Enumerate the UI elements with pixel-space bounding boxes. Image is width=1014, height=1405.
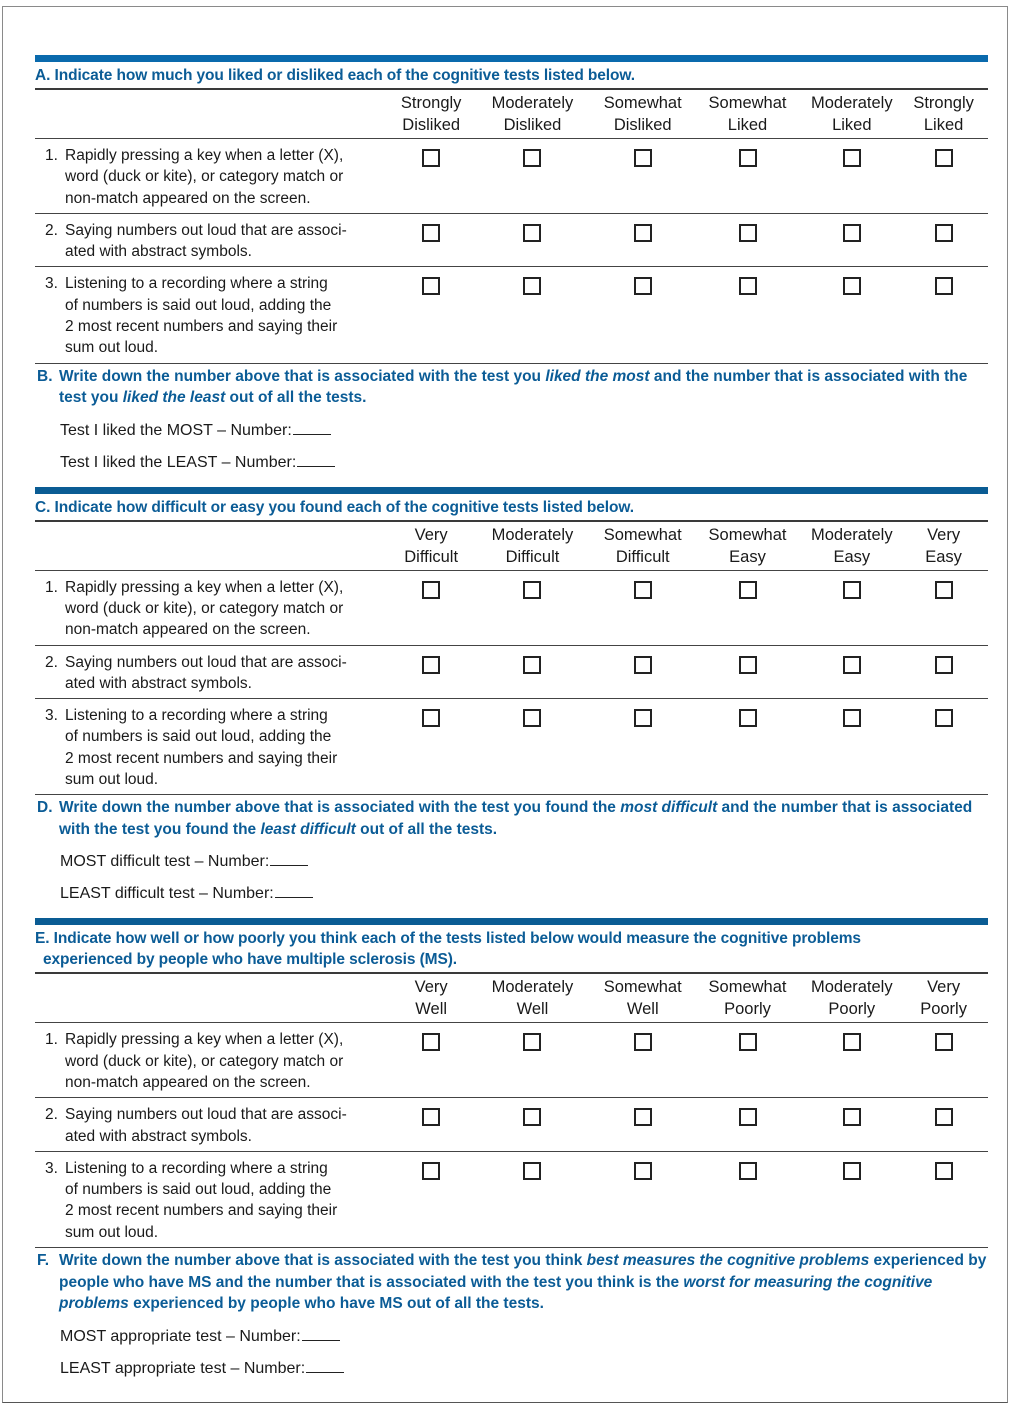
- question-body: [65, 1029, 392, 1093]
- question-number: 3.: [45, 1159, 58, 1177]
- checkbox-cell: [691, 699, 805, 727]
- column-header: [691, 524, 805, 568]
- checkbox-moderately-easy[interactable]: [843, 581, 861, 599]
- checkbox-cell: [804, 267, 899, 295]
- question-line: of numbers is said out loud, adding the: [65, 728, 332, 746]
- checkbox-cell: [899, 571, 988, 599]
- checkbox-cell: [804, 1152, 899, 1180]
- checkbox-cell: [392, 699, 470, 727]
- column-header: [804, 524, 899, 568]
- question-line: of numbers is said out loud, adding the: [65, 1181, 332, 1199]
- question-body: [65, 1104, 392, 1147]
- section-title-line: experienced by people who have multiple sclerosis (MS).: [43, 951, 457, 969]
- checkbox-somewhat-well[interactable]: [634, 1108, 652, 1126]
- checkbox-somewhat-well[interactable]: [634, 1162, 652, 1180]
- column-header-line2: Easy: [833, 547, 871, 566]
- column-header-line1: Somewhat: [603, 525, 682, 544]
- checkbox-somewhat-easy[interactable]: [739, 656, 757, 674]
- instruction-fragment: experienced by people who have MS out of all the tests.: [128, 1295, 544, 1313]
- checkbox-moderately-difficult[interactable]: [523, 581, 541, 599]
- answer-number-blank[interactable]: [306, 1357, 344, 1373]
- instruction-text: [59, 797, 988, 840]
- checkbox-cell: [691, 646, 805, 674]
- questionnaire-content: [35, 55, 988, 1379]
- checkbox-cell: [392, 571, 470, 599]
- answer-number-blank[interactable]: [293, 419, 331, 435]
- section-letter: F.: [37, 1252, 50, 1270]
- column-header-line1: Moderately: [810, 978, 893, 997]
- checkbox-somewhat-poorly[interactable]: [739, 1108, 757, 1126]
- checkbox-very-difficult[interactable]: [422, 709, 440, 727]
- checkbox-cell: [804, 1023, 899, 1051]
- column-header-line1: Very: [927, 978, 961, 997]
- column-header: [691, 92, 805, 136]
- checkbox-moderately-liked[interactable]: [843, 149, 861, 167]
- answer-number-blank[interactable]: [270, 850, 308, 866]
- checkbox-cell: [392, 646, 470, 674]
- checkbox-cell: [804, 699, 899, 727]
- section-F-write-in: [35, 1248, 988, 1379]
- checkbox-moderately-disliked[interactable]: [523, 224, 541, 242]
- column-header-line1: Somewhat: [708, 94, 787, 112]
- checkbox-somewhat-liked[interactable]: [739, 277, 757, 295]
- rating-scale-header: [35, 522, 988, 570]
- checkbox-moderately-poorly[interactable]: [843, 1033, 861, 1051]
- checkbox-somewhat-disliked[interactable]: [634, 277, 652, 295]
- section-title-line: A. Indicate how much you liked or disliked each of the cognitive tests listed below.: [35, 67, 635, 84]
- checkbox-cell: [691, 139, 805, 167]
- emphasis-text: best measures the cognitive problems: [586, 1252, 870, 1270]
- instruction-fragment: Write down the number above that is associated with the test you think: [59, 1252, 587, 1270]
- column-header: [392, 92, 470, 136]
- section-D-write-in: [35, 795, 988, 904]
- checkbox-very-difficult[interactable]: [422, 656, 440, 674]
- column-header: [804, 92, 899, 136]
- questionnaire-page: [2, 6, 1008, 1403]
- instruction-fragment: experienced by people who have MS and the number that is associated with the test you think is the: [59, 1252, 987, 1291]
- checkbox-somewhat-disliked[interactable]: [634, 149, 652, 167]
- checkbox-very-well[interactable]: [422, 1033, 440, 1051]
- rating-scale-header: [35, 974, 988, 1022]
- question-number: 2.: [45, 1106, 58, 1124]
- question-text: [35, 214, 392, 267]
- section-A-title: [35, 62, 988, 88]
- question-body: [65, 1158, 392, 1243]
- section-letter: D.: [37, 799, 53, 817]
- answer-label: Test I liked the LEAST – Number:: [60, 453, 297, 471]
- section-divider-bar: [35, 55, 988, 62]
- column-header-line1: Strongly: [400, 94, 462, 112]
- answer-number-blank[interactable]: [275, 882, 313, 898]
- column-header-line1: Somewhat: [603, 94, 682, 112]
- column-header-line2: Difficult: [615, 547, 670, 566]
- checkbox-cell: [691, 571, 805, 599]
- checkbox-cell: [595, 699, 691, 727]
- checkbox-somewhat-difficult[interactable]: [634, 709, 652, 727]
- question-row: [35, 214, 988, 267]
- answer-label: MOST difficult test – Number:: [60, 853, 270, 871]
- checkbox-somewhat-liked[interactable]: [739, 149, 757, 167]
- checkbox-moderately-liked[interactable]: [843, 277, 861, 295]
- column-header: [470, 976, 595, 1020]
- question-line: Saying numbers out loud that are associ-: [65, 221, 347, 239]
- question-text: [35, 646, 392, 699]
- section-B-write-in: [35, 364, 988, 473]
- checkbox-cell: [470, 267, 595, 295]
- question-line: sum out loud.: [65, 1223, 159, 1241]
- checkbox-cell: [691, 1023, 805, 1051]
- checkbox-cell: [595, 139, 691, 167]
- checkbox-somewhat-difficult[interactable]: [634, 581, 652, 599]
- question-line: Listening to a recording where a string: [65, 707, 328, 725]
- checkbox-cell: [392, 1098, 470, 1126]
- checkbox-cell: [691, 1152, 805, 1180]
- checkbox-somewhat-difficult[interactable]: [634, 656, 652, 674]
- checkbox-moderately-disliked[interactable]: [523, 149, 541, 167]
- question-row: [35, 571, 988, 645]
- column-header-line1: Very: [927, 525, 961, 544]
- instruction-fragment: and the number that is associated with the test you: [59, 367, 968, 407]
- instruction-fragment: and the number that is associated with the test you found the: [59, 799, 973, 838]
- checkbox-cell: [804, 1098, 899, 1126]
- column-header-line1: Moderately: [810, 525, 893, 544]
- question-line: non-match appeared on the screen.: [65, 189, 311, 207]
- answer-line: [35, 419, 988, 441]
- instruction-fragment: Write down the number above that is associated with the test you: [59, 367, 546, 385]
- checkbox-cell: [804, 139, 899, 167]
- question-text: [35, 1098, 392, 1151]
- section-F-instruction: [35, 1250, 988, 1315]
- question-number: 2.: [45, 653, 58, 671]
- checkbox-moderately-well[interactable]: [523, 1033, 541, 1051]
- answer-line: [35, 451, 988, 473]
- question-body: [65, 220, 392, 263]
- column-header: [691, 976, 805, 1020]
- checkbox-cell: [899, 646, 988, 674]
- column-header-line1: Strongly: [913, 94, 974, 112]
- question-row: [35, 139, 988, 213]
- question-text: [35, 1152, 392, 1247]
- question-row: [35, 1023, 988, 1097]
- question-row: [35, 699, 988, 794]
- section-letter: B.: [37, 367, 53, 385]
- question-number: 1.: [45, 578, 58, 596]
- checkbox-cell: [691, 1098, 805, 1126]
- question-line: Rapidly pressing a key when a letter (X),: [65, 1031, 344, 1049]
- question-line: Rapidly pressing a key when a letter (X),: [65, 578, 344, 596]
- section-E-title: [35, 925, 988, 972]
- column-header: [899, 92, 988, 136]
- column-header: [595, 524, 691, 568]
- checkbox-somewhat-easy[interactable]: [739, 709, 757, 727]
- question-line: non-match appeared on the screen.: [65, 621, 311, 639]
- checkbox-strongly-disliked[interactable]: [422, 149, 440, 167]
- column-header-line1: Very: [414, 525, 448, 544]
- checkbox-very-easy[interactable]: [935, 581, 953, 599]
- column-header-line2: Well: [626, 1000, 659, 1019]
- answer-label: MOST appropriate test – Number:: [60, 1327, 301, 1345]
- question-row: [35, 1152, 988, 1247]
- answer-label: LEAST appropriate test – Number:: [60, 1359, 306, 1377]
- instruction-text: [59, 1250, 988, 1315]
- instruction-fragment: Write down the number above that is associated with the test you found the: [59, 799, 621, 817]
- column-header-line2: Well: [516, 1000, 549, 1019]
- question-line: 2 most recent numbers and saying their: [65, 1202, 338, 1220]
- question-line: ated with abstract symbols.: [65, 243, 252, 261]
- checkbox-very-well[interactable]: [422, 1162, 440, 1180]
- checkbox-somewhat-liked[interactable]: [739, 224, 757, 242]
- section-divider-bar: [35, 487, 988, 494]
- question-body: [65, 652, 392, 695]
- column-header-line2: Difficult: [505, 547, 560, 566]
- checkbox-moderately-liked[interactable]: [843, 224, 861, 242]
- column-header-line2: Difficult: [404, 547, 459, 566]
- instruction-fragment: out of all the tests.: [225, 389, 367, 407]
- checkbox-cell: [470, 646, 595, 674]
- checkbox-moderately-well[interactable]: [523, 1108, 541, 1126]
- checkbox-moderately-easy[interactable]: [843, 709, 861, 727]
- column-header-line2: Liked: [923, 116, 964, 134]
- column-header-line2: Liked: [832, 116, 872, 134]
- question-number: 2.: [45, 221, 58, 239]
- section-C-title: [35, 494, 988, 520]
- answer-label: LEAST difficult test – Number:: [60, 885, 274, 903]
- checkbox-cell: [470, 699, 595, 727]
- question-line: Saying numbers out loud that are associ-: [65, 653, 347, 671]
- column-header-line1: Moderately: [491, 94, 574, 112]
- question-line: sum out loud.: [65, 771, 159, 789]
- checkbox-cell: [392, 1152, 470, 1180]
- checkbox-somewhat-easy[interactable]: [739, 581, 757, 599]
- checkbox-cell: [899, 1098, 988, 1126]
- column-header-line2: Easy: [925, 547, 962, 566]
- checkbox-cell: [899, 267, 988, 295]
- checkbox-cell: [804, 646, 899, 674]
- section-D-instruction: [35, 797, 988, 840]
- question-body: [65, 273, 392, 358]
- question-body: [65, 705, 392, 790]
- column-header-line1: Somewhat: [708, 978, 787, 997]
- section-title-line: E. Indicate how well or how poorly you think each of the tests listed below would measure the cognitive problems: [35, 930, 861, 948]
- checkbox-cell: [804, 571, 899, 599]
- instruction-fragment: out of all the tests.: [355, 820, 498, 838]
- checkbox-cell: [899, 1152, 988, 1180]
- column-header-line2: Liked: [727, 116, 768, 134]
- question-line: Listening to a recording where a string: [65, 1159, 328, 1177]
- checkbox-cell: [595, 1098, 691, 1126]
- emphasis-text: worst for measuring the cognitive problems: [59, 1273, 933, 1313]
- column-header-line2: Well: [415, 1000, 448, 1019]
- checkbox-somewhat-well[interactable]: [634, 1033, 652, 1051]
- checkbox-strongly-liked[interactable]: [935, 149, 953, 167]
- answer-label: Test I liked the MOST – Number:: [60, 421, 292, 439]
- checkbox-somewhat-poorly[interactable]: [739, 1162, 757, 1180]
- checkbox-cell: [899, 699, 988, 727]
- checkbox-very-well[interactable]: [422, 1108, 440, 1126]
- emphasis-text: liked the least: [122, 389, 226, 407]
- column-header: [392, 976, 470, 1020]
- column-header-line2: Poorly: [828, 1000, 876, 1019]
- column-header: [804, 976, 899, 1020]
- checkbox-strongly-disliked[interactable]: [422, 277, 440, 295]
- checkbox-cell: [595, 214, 691, 242]
- checkbox-strongly-liked[interactable]: [935, 224, 953, 242]
- question-line: 2 most recent numbers and saying their: [65, 318, 338, 336]
- question-row: [35, 267, 988, 362]
- column-header-line2: Poorly: [920, 1000, 967, 1019]
- checkbox-moderately-difficult[interactable]: [523, 656, 541, 674]
- question-text: [35, 267, 392, 362]
- answer-line: [35, 882, 988, 904]
- checkbox-moderately-easy[interactable]: [843, 656, 861, 674]
- checkbox-moderately-poorly[interactable]: [843, 1108, 861, 1126]
- question-line: Listening to a recording where a string: [65, 275, 328, 293]
- column-header: [470, 524, 595, 568]
- checkbox-very-poorly[interactable]: [935, 1033, 953, 1051]
- question-number: 3.: [45, 275, 58, 293]
- question-row: [35, 1098, 988, 1151]
- question-line: word (duck or kite), or category match or: [65, 599, 344, 617]
- checkbox-very-easy[interactable]: [935, 709, 953, 727]
- answer-line: [35, 1357, 988, 1379]
- column-header-line1: Somewhat: [708, 525, 787, 544]
- question-text: [35, 699, 392, 794]
- checkbox-moderately-disliked[interactable]: [523, 277, 541, 295]
- column-header-line1: Somewhat: [603, 978, 682, 997]
- answer-line: [35, 1325, 988, 1347]
- column-header: [595, 976, 691, 1020]
- column-header-line2: Disliked: [613, 116, 672, 134]
- checkbox-cell: [595, 571, 691, 599]
- column-header-line1: Moderately: [491, 525, 574, 544]
- column-header: [595, 92, 691, 136]
- answer-line: [35, 850, 988, 872]
- rating-scale-header: [35, 90, 988, 138]
- column-header: [470, 92, 595, 136]
- checkbox-cell: [595, 1023, 691, 1051]
- question-line: sum out loud.: [65, 339, 159, 357]
- question-body: [65, 577, 392, 641]
- checkbox-cell: [470, 139, 595, 167]
- section-B-instruction: [35, 366, 988, 409]
- checkbox-somewhat-disliked[interactable]: [634, 224, 652, 242]
- checkbox-cell: [392, 214, 470, 242]
- checkbox-cell: [691, 214, 805, 242]
- checkbox-cell: [899, 1023, 988, 1051]
- checkbox-cell: [470, 1023, 595, 1051]
- column-header-line2: Disliked: [503, 116, 562, 134]
- question-line: ated with abstract symbols.: [65, 1127, 252, 1145]
- checkbox-strongly-liked[interactable]: [935, 277, 953, 295]
- question-line: word (duck or kite), or category match or: [65, 168, 344, 186]
- checkbox-cell: [392, 139, 470, 167]
- emphasis-text: liked the most: [545, 367, 650, 385]
- checkbox-very-poorly[interactable]: [935, 1162, 953, 1180]
- column-header-line2: Poorly: [724, 1000, 771, 1019]
- checkbox-very-difficult[interactable]: [422, 581, 440, 599]
- checkbox-somewhat-poorly[interactable]: [739, 1033, 757, 1051]
- question-line: non-match appeared on the screen.: [65, 1073, 311, 1091]
- checkbox-cell: [899, 139, 988, 167]
- checkbox-cell: [392, 1023, 470, 1051]
- checkbox-cell: [470, 214, 595, 242]
- checkbox-cell: [804, 214, 899, 242]
- checkbox-cell: [470, 571, 595, 599]
- question-line: word (duck or kite), or category match or: [65, 1052, 344, 1070]
- column-header: [899, 976, 988, 1020]
- question-number: 3.: [45, 707, 58, 725]
- answer-number-blank[interactable]: [297, 451, 335, 467]
- question-number: 1.: [45, 147, 58, 164]
- question-row: [35, 646, 988, 699]
- emphasis-text: most difficult: [620, 799, 718, 817]
- column-header: [392, 524, 470, 568]
- checkbox-cell: [470, 1098, 595, 1126]
- question-line: ated with abstract symbols.: [65, 674, 252, 692]
- question-number: 1.: [45, 1031, 58, 1049]
- checkbox-cell: [899, 214, 988, 242]
- checkbox-cell: [595, 646, 691, 674]
- checkbox-moderately-well[interactable]: [523, 1162, 541, 1180]
- checkbox-moderately-difficult[interactable]: [523, 709, 541, 727]
- column-header-line1: Very: [414, 978, 448, 997]
- checkbox-cell: [392, 267, 470, 295]
- question-text: [35, 139, 392, 213]
- instruction-text: [59, 366, 988, 409]
- question-line: 2 most recent numbers and saying their: [65, 749, 338, 767]
- checkbox-cell: [691, 267, 805, 295]
- checkbox-cell: [470, 1152, 595, 1180]
- question-line: Rapidly pressing a key when a letter (X),: [65, 147, 344, 164]
- checkbox-strongly-disliked[interactable]: [422, 224, 440, 242]
- section-title-line: C. Indicate how difficult or easy you found each of the cognitive tests listed below.: [35, 498, 634, 516]
- checkbox-very-poorly[interactable]: [935, 1108, 953, 1126]
- emphasis-text: least difficult: [260, 820, 356, 838]
- question-line: of numbers is said out loud, adding the: [65, 296, 332, 314]
- question-line: Saying numbers out loud that are associ-: [65, 1106, 347, 1124]
- column-header-line2: Easy: [729, 547, 766, 566]
- section-divider-bar: [35, 918, 988, 925]
- question-text: [35, 1023, 392, 1097]
- question-text: [35, 571, 392, 645]
- answer-number-blank[interactable]: [302, 1325, 340, 1341]
- column-header-line1: Moderately: [491, 978, 574, 997]
- question-body: [65, 145, 392, 209]
- column-header-line1: Moderately: [810, 94, 893, 112]
- column-header-line2: Disliked: [402, 116, 461, 134]
- checkbox-very-easy[interactable]: [935, 656, 953, 674]
- checkbox-cell: [595, 1152, 691, 1180]
- checkbox-cell: [595, 267, 691, 295]
- column-header: [899, 524, 988, 568]
- checkbox-moderately-poorly[interactable]: [843, 1162, 861, 1180]
